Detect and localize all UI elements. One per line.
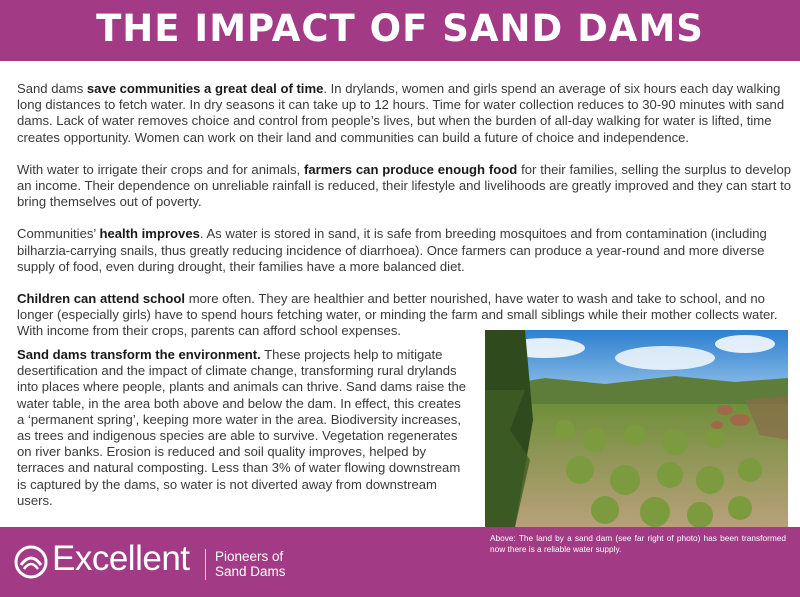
photo-caption: Above: The land by a sand dam (see far right of photo) has been transformed now there is a reliable water supply. — [490, 533, 786, 554]
text-span: more often. They are healthier and better nourished, have water to wash and take to school, and no longer (especially girls) have to spend hours fetching water, or minding the farm and small siblings while their mother collects water. With income from their crops, parents can afford school expenses. — [17, 291, 778, 339]
tagline-line1: Pioneers of — [215, 549, 284, 564]
bold-span: farmers can produce enough food — [304, 161, 518, 177]
text-span: for their families, selling the surplus to develop an income. Their dependence on unreliable rainfall is reduced, their lifestyle and livelihoods are greatly improved and they can start to bring themselves out of poverty. — [17, 161, 792, 210]
bold-span: save communities a great deal of time — [86, 81, 324, 96]
text-span: . As water is stored in sand, it is safe from breeding mosquitoes and from contamination (including bilharzia-carrying snails, thus greatly reducing incidence of diarrhoea). Once farmers can produce a year-round and more diverse supply of food, even during drought, their families have a more balanced diet. — [17, 226, 767, 274]
text-span: With water to irrigate their crops and for animals, — [17, 161, 305, 177]
text-span: Sand dams — [17, 81, 87, 96]
header-banner — [0, 0, 800, 61]
text-span: . In drylands, women and girls spend an average of six hours each day walking long distances to fetch water. In dry seasons it can take up to 12 hours. Time for water collection reduces to 30-90 minutes with sand dams. Lack of water removes choice and control from people’s lives, but when the burden of all-day walking for water is lifted, time creates opportunity. Women can work on their land and communities can build a future of choice and independence. — [17, 81, 785, 145]
farmland-photo-drawing — [485, 330, 788, 527]
farmland-photo — [485, 330, 788, 527]
logo-tagline — [215, 549, 286, 579]
page-title: THE IMPACT OF SAND DAMS — [96, 7, 704, 50]
tagline-line2: Sand Dams — [215, 564, 286, 579]
logo-divider — [205, 549, 206, 580]
bold-span: health improves — [99, 226, 200, 242]
paragraph-health — [17, 226, 791, 275]
paragraph-environment — [17, 347, 469, 509]
text-span: These projects help to mitigate desertification and the impact of climate change, transforming rural drylands into places where people, plants and animals can thrive. Sand dams raise the water table, in the area both above and below the dam. In effect, this creates a ‘permanent spring’, keeping more water in the area. Biodiversity increases, as trees and indigenous species are able to survive. Vegetation regenerates on river banks. Erosion is reduced and soil quality improves, helped by terraces and natural composting. Less than 3% of water flowing downstream is captured by the dams, so water is not diverted away from downstream users. — [17, 347, 467, 508]
bold-span: Children can attend school — [17, 291, 186, 307]
logo-wordmark: Excellent — [52, 539, 190, 578]
text-span: Communities’ — [17, 226, 100, 242]
bold-span: Sand dams transform the environment. — [17, 347, 261, 362]
excellent-logo-icon — [14, 545, 48, 579]
article-body — [17, 81, 791, 356]
paragraph-food — [17, 162, 791, 211]
footer-banner — [0, 527, 800, 597]
paragraph-time — [17, 81, 791, 146]
